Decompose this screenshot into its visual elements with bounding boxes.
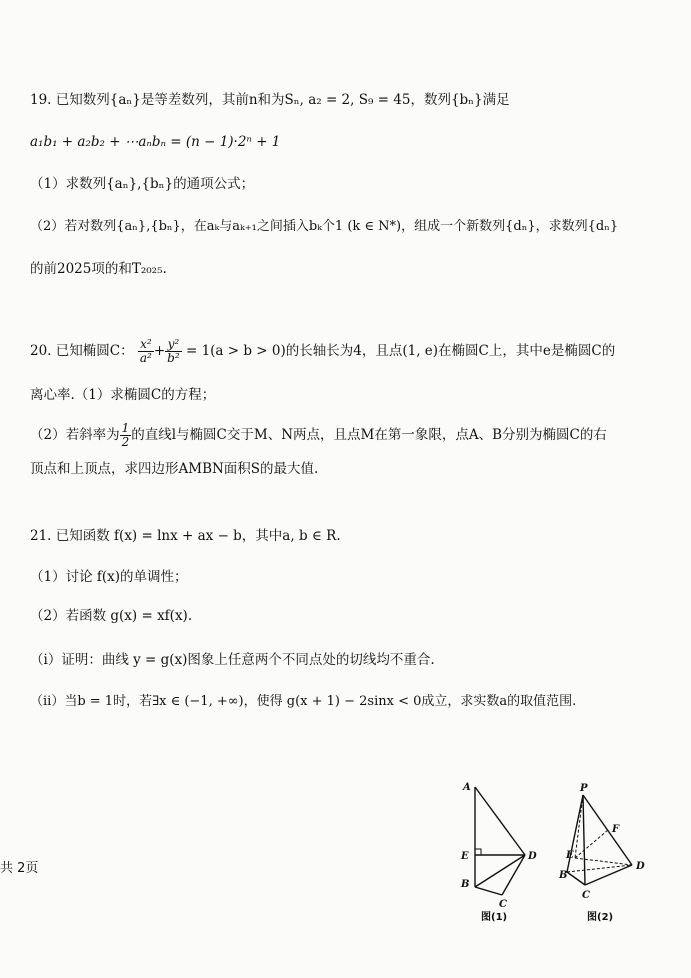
q20-slope-frac [120, 422, 132, 449]
fig2-label-e: E [566, 850, 574, 861]
fig2-label-b: B [559, 870, 568, 881]
fig2-label-f: F [612, 824, 620, 835]
q20-frac-y-num: y² [165, 338, 182, 352]
q21-stem: 21. 已知函数 f(x) = lnx + ax − b，其中a, b ∈ R. [30, 528, 341, 544]
figure-2-diagram [560, 780, 660, 915]
q20-frac-x [138, 338, 154, 365]
q20-part2-a: （2）若斜率为 [30, 427, 120, 443]
q20-stem-b: = 1(a > b > 0)的长轴长为4，且点(1, e)在椭圆C上，其中e是椭圆C的 [185, 343, 616, 359]
q20-frac-x-num: x² [138, 338, 154, 352]
figure-2-caption: 图(2) [587, 912, 614, 923]
q20-stem: 20. 已知椭圆C： $\frac{\text{x²}}{\text{a²}}$ + $\frac{\text{y²}}{\text{b²}}$ = 1(a > b > 0)的长轴长为4，且点(1, e)在椭圆C上，其中e是椭圆C的 [30, 337, 616, 365]
q20-frac-y [165, 338, 182, 365]
q19-formula: a₁b₁ + a₂b₂ + ⋯aₙbₙ = (n − 1)·2ⁿ + 1 [30, 134, 281, 150]
figure-1-diagram [455, 775, 555, 915]
q19-part2: （2）若对数列{aₙ},{bₙ}，在aₖ与aₖ₊₁之间插入bₖ个1 (k ∈ N*)，组成一个新数列{dₙ}，求数列{dₙ} [30, 219, 619, 234]
fig1-label-b: B [461, 879, 470, 890]
q20-part2 [30, 420, 661, 450]
q21-part2ii: （ii）当b = 1时，若∃x ∈ (−1, +∞)，使得 g(x + 1) − 2sinx < 0成立，求实数a的取值范围. [30, 694, 577, 709]
q20-frac-x-den: a² [139, 351, 152, 365]
q20-slope-den: 2 [121, 435, 130, 449]
q20-frac-y-den: b² [167, 351, 180, 365]
q21-part2: （2）若函数 g(x) = xf(x). [30, 608, 193, 624]
figure-2 [559, 780, 660, 923]
fig2-label-p: P [580, 783, 588, 794]
fig2-label-c: C [582, 890, 590, 901]
page-footer: 共 2页 [0, 861, 39, 876]
q20-part2-cont: 顶点和上顶点，求四边形AMBN面积S的最大值. [30, 461, 319, 477]
fig1-label-c: C [499, 899, 507, 910]
q19-part1: （1）求数列{aₙ},{bₙ}的通项公式； [30, 176, 255, 192]
q21-part2i: （i）证明：曲线 y = g(x)图象上任意两个不同点处的切线均不重合. [30, 652, 435, 668]
q21-part1: （1）讨论 f(x)的单调性； [30, 569, 188, 585]
q19-stem: 19. 已知数列{aₙ}是等差数列，其前n和为Sₙ, a₂ = 2, S₉ = 45，数列{bₙ}满足 [30, 92, 510, 108]
fig1-label-d: D [528, 851, 537, 862]
fig2-label-d: D [636, 861, 645, 872]
fig1-label-e: E [461, 851, 469, 862]
fig1-label-a: A [463, 782, 471, 793]
q20-line2: 离心率.（1）求椭圆C的方程； [30, 387, 216, 403]
figure-1-caption: 图(1) [481, 912, 508, 923]
q19-part2-cont: 的前2025项的和T₂₀₂₅. [30, 261, 167, 277]
q20-part2-b: 的直线l与椭圆C交于M、N两点，且点M在第一象限，点A、B分别为椭圆C的右 [131, 427, 607, 443]
q20-slope-num: 1 [121, 421, 130, 435]
q20-stem-a: 20. 已知椭圆C： [30, 343, 134, 359]
figure-1 [455, 775, 555, 923]
